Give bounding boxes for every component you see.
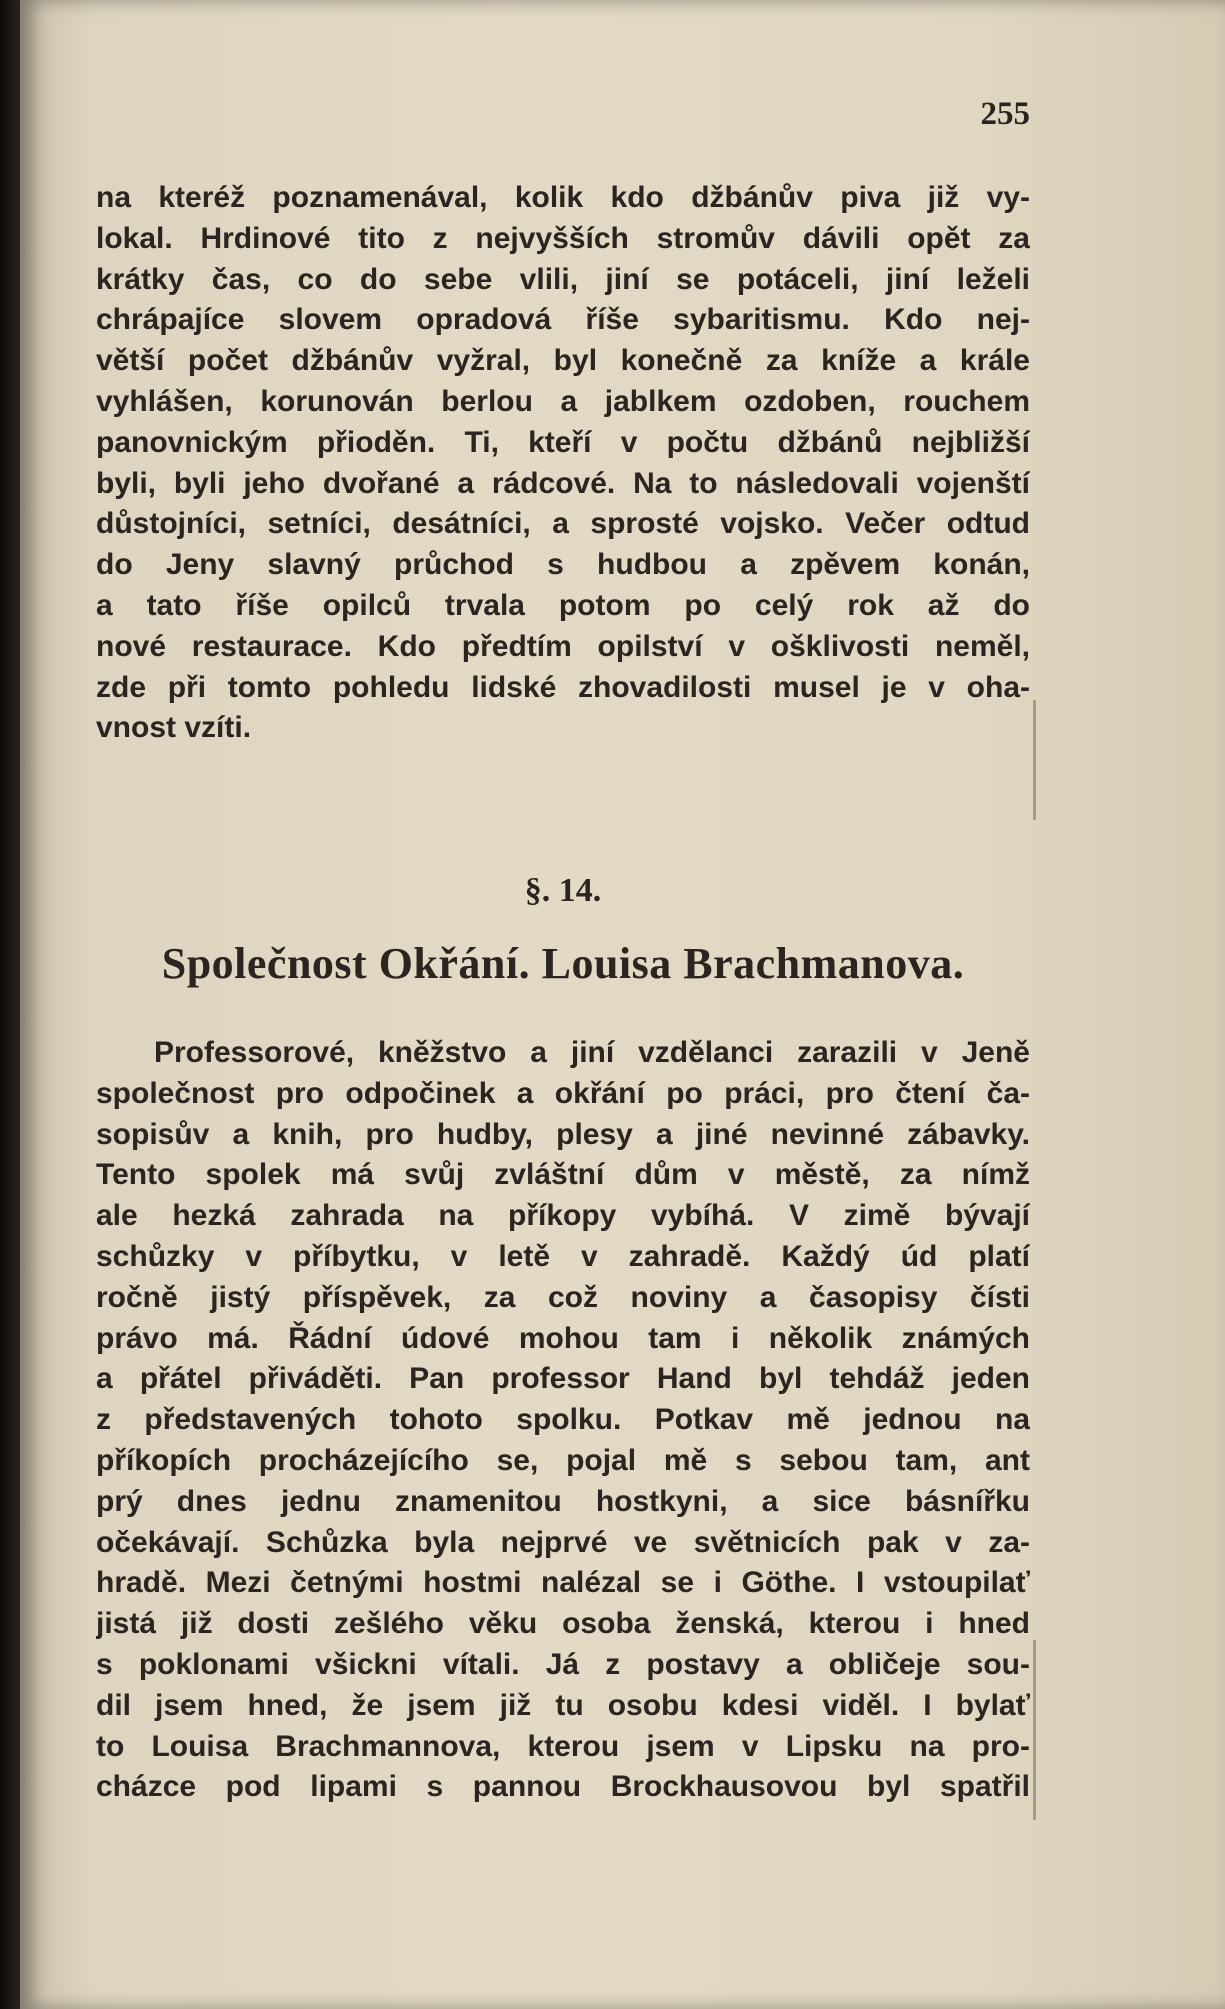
text-line: vyhlášen, korunován berlou a jablkem ozdoben, rouchem (96, 384, 1030, 418)
text-line: společnost pro odpočinek a okřání po práci, pro čtení ča- (96, 1076, 1030, 1110)
text-line: Tento spolek má svůj zvláštní dům v městě, za nímž (96, 1158, 1030, 1192)
page-sheet (20, 0, 1225, 2009)
text-line: ročně jistý příspěvek, za což noviny a časopisy čísti (96, 1280, 1030, 1314)
text-line: z představených tohoto spolku. Potkav mě jednou na (96, 1403, 1030, 1437)
text-line: sopisův a knih, pro hudby, plesy a jiné nevinné zábavky. (96, 1117, 1030, 1151)
page-number: 255 (980, 96, 1030, 132)
section-title: Společnost Okřání. Louisa Brachmanova. (161, 939, 965, 988)
text-line: zde při tomto pohledu lidské zhovadilosti musel je v oha- (96, 670, 1030, 704)
text-line: panovnickým přioděn. Ti, kteří v počtu džbánů nejbližší (96, 425, 1030, 459)
book-spine-shadow (0, 0, 22, 2009)
margin-mark (1033, 1640, 1036, 1820)
paragraph-2 (96, 1033, 1030, 1808)
text-line: a tato říše opilců trvala potom po celý rok až do (96, 588, 1030, 622)
text-line: krátky čas, co do sebe vlili, jiní se potáceli, jiní leželi (96, 262, 1030, 296)
text-line: příkopích procházejícího se, pojal mě s sebou tam, ant (96, 1443, 1030, 1477)
text-line: nové restaurace. Kdo předtím opilství v ošklivosti neměl, (96, 629, 1030, 663)
text-line: schůzky v příbytku, v letě v zahradě. Každý úd platí (96, 1239, 1030, 1273)
text-line: jistá již dosti zešlého věku osoba ženská, kterou i hned (96, 1607, 1030, 1641)
text-line: právo má. Řádní údové mohou tam i několik známých (96, 1321, 1030, 1355)
text-line: na kteréž poznamenával, kolik kdo džbánův piva již vy- (96, 181, 1030, 214)
margin-mark (1033, 700, 1036, 820)
text-line: lokal. Hrdinové tito z nejvyšších stromův dávili opět za (96, 221, 1030, 255)
text-line: prý dnes jednu znamenitou hostkyni, a sice básnířku (96, 1484, 1030, 1518)
text-line: byli, byli jeho dvořané a rádcové. Na to následovali vojenští (96, 466, 1030, 500)
text-line: a přátel přiváděti. Pan professor Hand byl tehdáž jeden (96, 1362, 1030, 1396)
text-line: to Louisa Brachmannova, kterou jsem v Lipsku na pro- (96, 1729, 1030, 1763)
text-line: ale hezká zahrada na příkopy vybíhá. V zimě bývají (96, 1199, 1030, 1233)
text-line: očekávají. Schůzka byla nejprvé ve světnicích pak v za- (96, 1525, 1030, 1559)
text-line: cházce pod lipami s pannou Brockhausovou byl spatřil (96, 1770, 1030, 1804)
text-line: hradě. Mezi četnými hostmi nalézal se i Göthe. I vstoupilať (96, 1566, 1030, 1600)
text-line: vnost vzíti. (96, 711, 252, 745)
text-line: větší počet džbánův vyžral, byl konečně za kníže a krále (96, 344, 1030, 378)
paragraph-1 (96, 178, 1030, 749)
section-number: §. 14. (524, 872, 602, 909)
text-line: důstojníci, setníci, desátníci, a sprosté vojsko. Večer odtud (96, 507, 1030, 541)
text-line: chrápajíce slovem opradová říše sybaritismu. Kdo nej- (96, 303, 1030, 337)
text-line: dil jsem hned, že jsem již tu osobu kdesi viděl. I bylať (96, 1688, 1030, 1722)
text-line: do Jeny slavný průchod s hudbou a zpěvem konán, (96, 548, 1030, 582)
text-line: Professorové, kněžstvo a jiní vzdělanci zarazili v Jeně (154, 1036, 1030, 1069)
text-line: s poklonami všickni vítali. Já z postavy a obličeje sou- (96, 1647, 1030, 1681)
